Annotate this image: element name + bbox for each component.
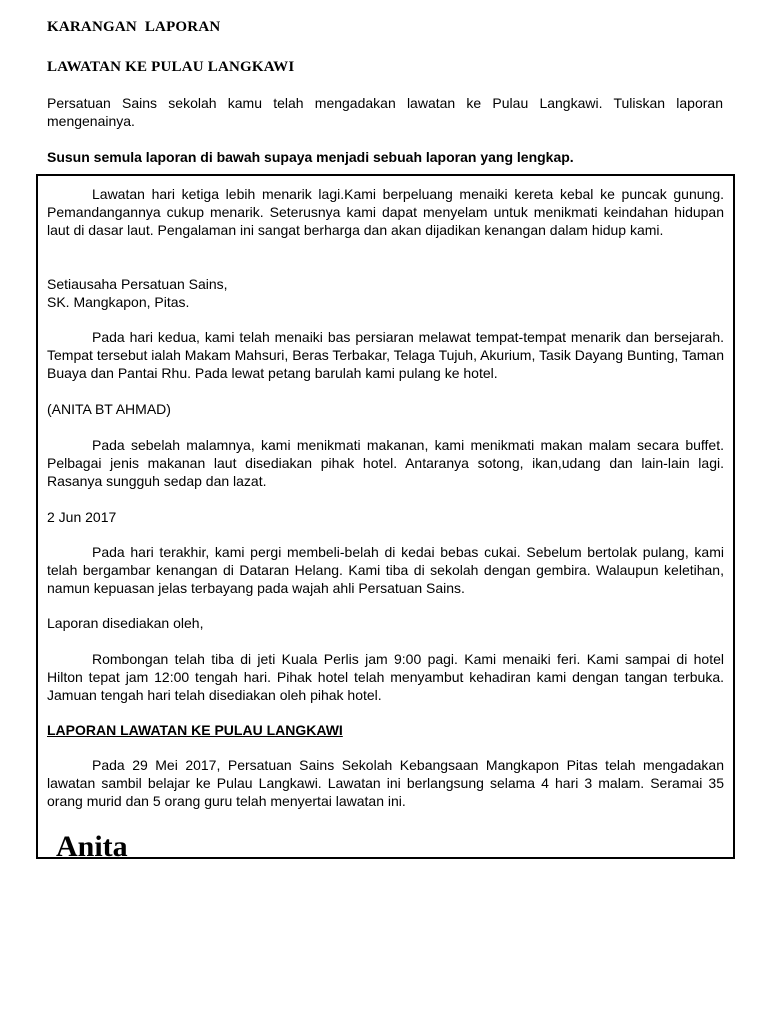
prepared-by-label: Laporan disediakan oleh, (47, 615, 204, 631)
paragraph-opening: Pada 29 Mei 2017, Persatuan Sains Sekolah Kebangsaan Mangkapon Pitas telah mengadakan lawatan sambil belajar ke Pulau Langkawi. Lawatan ini berlangsung selama 4 hari 3 malam. Seramai 35 orang murid dan 5 orang guru telah menyertai lawatan ini. (47, 757, 724, 809)
secretary-title: Setiausaha Persatuan Sains, (47, 276, 228, 292)
signature: Anita (56, 830, 128, 863)
writer-name: (ANITA BT AHMAD) (47, 401, 171, 417)
report-box (36, 174, 735, 863)
paragraph-day-two: Pada hari kedua, kami telah menaiki bas persiaran melawat tempat-tempat menarik dan bersejarah. Tempat tersebut ialah Makam Mahsuri, Beras Terbakar, Telaga Tujuh, Akurium, Tasik Dayang Bunting, Taman Buaya dan Pantai Rhu. Pada lewat petang barulah kami pulang ke hotel. (47, 329, 724, 381)
paragraph-last-day: Pada hari terakhir, kami pergi membeli-belah di kedai bebas cukai. Sebelum bertolak pulang, kami telah bergambar kenangan di Dataran Helang. Kami tiba di sekolah dengan gembira. Walaupun keletihan, namun kepuasan jelas terbayang pada wajah ahli Persatuan Sains. (47, 544, 724, 596)
paragraph-day-three: Lawatan hari ketiga lebih menarik lagi.Kami berpeluang menaiki kereta kebal ke puncak gunung. Pemandangannya cukup menarik. Seterusnya kami dapat menyelam untuk menikmati keindahan hidupan laut di dasar laut. Pengalaman ini sangat berharga dan akan dijadikan kenangan dalam hidup kami. (47, 186, 724, 238)
document-heading: KARANGAN LAPORAN (47, 19, 221, 35)
task-instruction: Susun semula laporan di bawah supaya menjadi sebuah laporan yang lengkap. (47, 149, 574, 165)
report-title: LAPORAN LAWATAN KE PULAU LANGKAWI (47, 722, 343, 738)
task-description: Persatuan Sains sekolah kamu telah mengadakan lawatan ke Pulau Langkawi. Tuliskan laporan mengenainya. (47, 95, 723, 129)
document-subheading: LAWATAN KE PULAU LANGKAWI (47, 59, 295, 75)
paragraph-evening: Pada sebelah malamnya, kami menikmati makanan, kami menikmati makan malam secara buffet. Pelbagai jenis makanan laut disediakan pihak hotel. Antaranya sotong, ikan,udang dan lain-lain lagi. Rasanya sungguh sedap dan lazat. (47, 437, 724, 489)
paragraph-arrival: Rombongan telah tiba di jeti Kuala Perlis jam 9:00 pagi. Kami menaiki feri. Kami sampai di hotel Hilton tepat jam 12:00 tengah hari. Pihak hotel telah menyambut kehadiran kami dengan tangan terbuka. Jamuan tengah hari telah disediakan oleh pihak hotel. (47, 651, 724, 703)
report-date: 2 Jun 2017 (47, 509, 117, 525)
school-name: SK. Mangkapon, Pitas. (47, 294, 190, 310)
